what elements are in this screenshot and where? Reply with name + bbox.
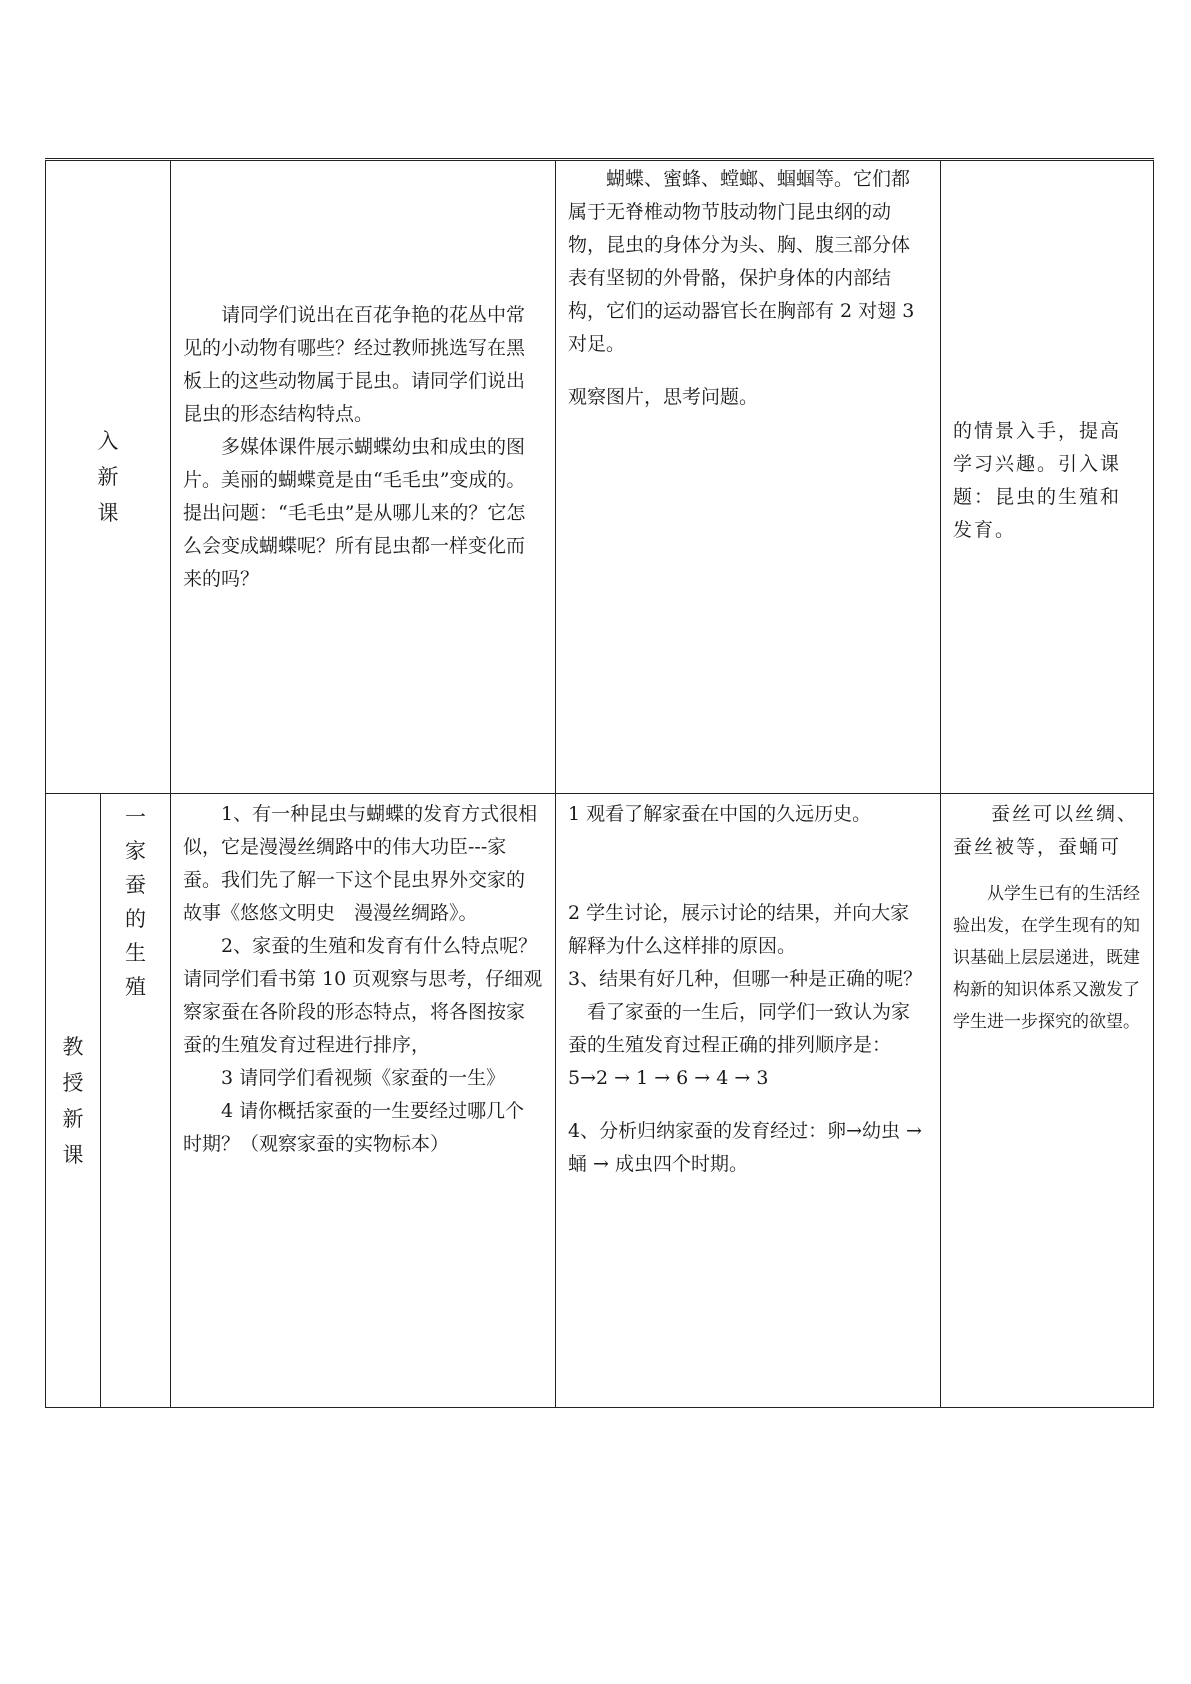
substage-char: 生 — [125, 941, 146, 965]
substage-char: 殖 — [125, 975, 146, 999]
teacher-activity-cell — [171, 794, 556, 1408]
stage-char: 新 — [97, 465, 119, 489]
teacher-paragraph: 4 请你概括家蚕的一生要经过哪几个时期？（观察家蚕的实物标本） — [183, 1100, 525, 1155]
intent-paragraph: 蚕丝可以丝绸、蚕丝被等，蚕蛹可 — [953, 803, 1139, 858]
teacher-paragraph: 2、家蚕的生殖和发育有什么特点呢？请同学们看书第 10 页观察与思考，仔细观察家蚕在各阶段的形态特点，将各图按家蚕的生殖发育过程进行排序， — [183, 935, 543, 1056]
intent-paragraph: 从学生已有的生活经验出发，在学生现有的知识基础上层层递进，既建构新的知识体系又激发了学生进一步探究的欲望。 — [953, 884, 1140, 1032]
substage-cell-silkworm — [101, 794, 171, 1408]
teacher-paragraph: 1、有一种昆虫与蝴蝶的发育方式很相似，它是漫漫丝绸路中的伟大功臣---家蚕。我们先了解一下这个昆虫界外交家的故事《悠悠文明史 漫漫丝绸路》。 — [183, 803, 538, 924]
table-row-new-lesson — [46, 794, 1154, 1408]
design-intent-cell — [941, 794, 1154, 1408]
stage-char: 教 — [62, 1034, 84, 1059]
stage-cell-intro — [46, 160, 171, 794]
stage-char: 课 — [97, 501, 119, 525]
student-paragraph: 4、分析归纳家蚕的发育经过：卵→幼虫 → 蛹 → 成虫四个时期。 — [568, 1120, 922, 1175]
stage-char: 授 — [62, 1070, 84, 1095]
stage-cell-new-lesson — [46, 794, 101, 1408]
substage-char: 的 — [125, 907, 146, 931]
intent-paragraph: 的情景入手，提高学习兴趣。引入课题：昆虫的生殖和发育。 — [953, 420, 1122, 541]
teacher-activity-cell — [171, 160, 556, 794]
lesson-plan-table — [45, 158, 1154, 1408]
teacher-paragraph: 多媒体课件展示蝴蝶幼虫和成虫的图片。美丽的蝴蝶竟是由“毛毛虫”变成的。提出问题：“毛毛虫”是从哪儿来的？它怎么会变成蝴蝶呢？所有昆虫都一样变化而来的吗？ — [183, 436, 526, 590]
student-paragraph: 蝴蝶、蜜蜂、螳螂、蝈蝈等。它们都属于无脊椎动物节肢动物门昆虫纲的动物，昆虫的身体分为头、胸、腹三部分体表有坚韧的外骨骼，保护身体的内部结构，它们的运动器官长在胸部有 2 对翅 3 对足。 — [568, 168, 915, 355]
student-paragraph: 1 观看了解家蚕在中国的久远历史。 — [568, 803, 872, 825]
stage-char: 入 — [97, 429, 119, 453]
table-row-intro — [46, 160, 1154, 794]
stage-char: 课 — [62, 1142, 84, 1167]
substage-char: 家 — [125, 839, 146, 863]
substage-char: 蚕 — [125, 873, 146, 897]
student-paragraph: 2 学生讨论，展示讨论的结果，并向大家解释为什么这样排的原因。 — [568, 902, 910, 957]
stage-char: 新 — [62, 1106, 84, 1131]
student-activity-cell — [556, 160, 941, 794]
teacher-paragraph: 请同学们说出在百花争艳的花丛中常见的小动物有哪些？经过教师挑选写在黑板上的这些动物属于昆虫。请同学们说出昆虫的形态结构特点。 — [183, 304, 526, 425]
design-intent-cell — [941, 160, 1154, 794]
teacher-paragraph: 3 请同学们看视频《家蚕的一生》 — [221, 1067, 506, 1089]
student-paragraph: 看了家蚕的一生后，同学们一致认为家蚕的生殖发育过程正确的排列顺序是：5→2 → 1 → 6 → 4 → 3 — [568, 1001, 911, 1089]
substage-char: 一 — [125, 805, 146, 829]
student-activity-cell — [556, 794, 941, 1408]
student-paragraph: 3、结果有好几种，但哪一种是正确的呢？ — [568, 968, 923, 990]
student-paragraph: 观察图片，思考问题。 — [568, 386, 759, 408]
